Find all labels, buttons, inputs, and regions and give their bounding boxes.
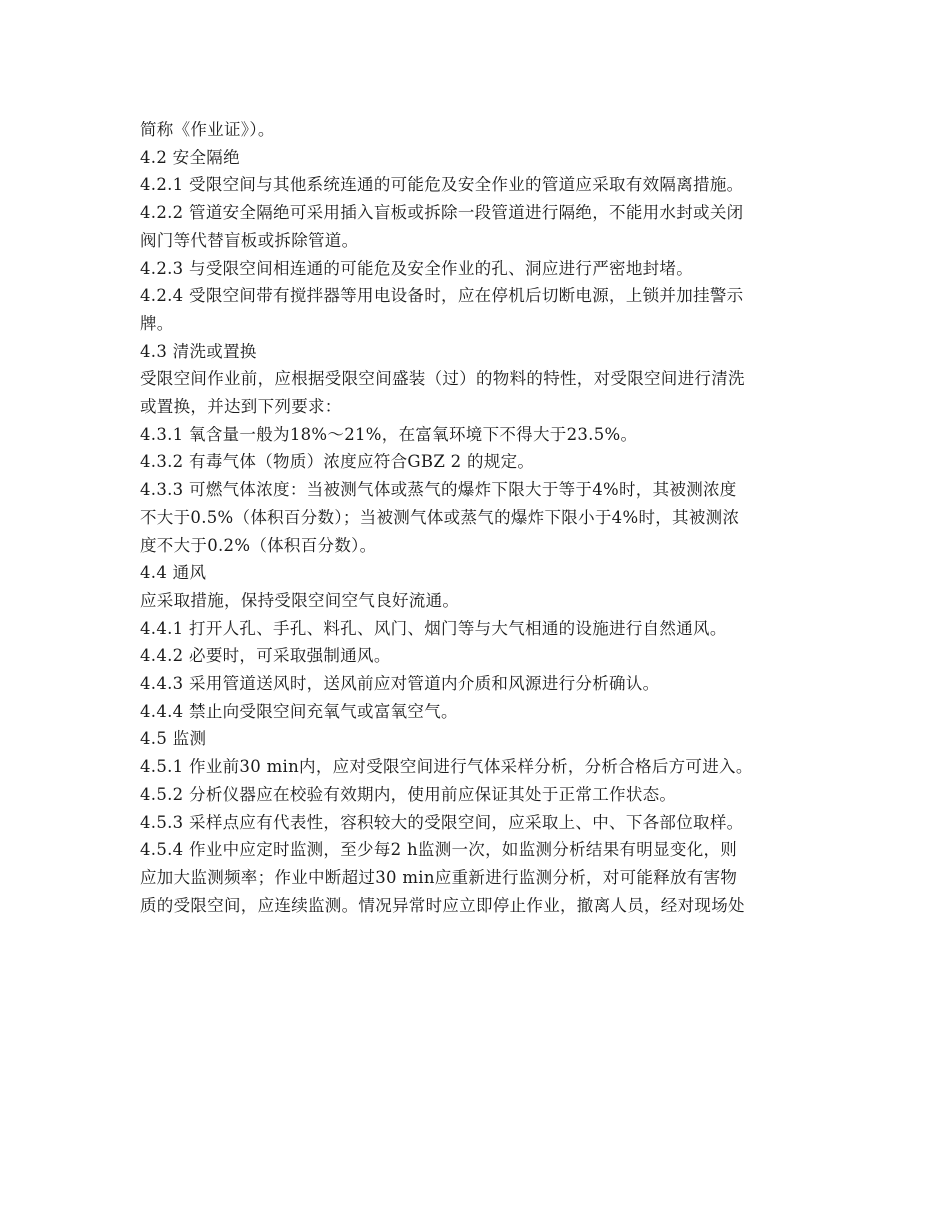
text-line: 4.3.3 可燃气体浓度：当被测气体或蒸气的爆炸下限大于等于4%时，其被测浓度 [140, 480, 737, 500]
text-line: 4.4.3 采用管道送风时，送风前应对管道内介质和风源进行分析确认。 [140, 674, 660, 694]
text-line: 4.5.1 作业前30 min内，应对受限空间进行气体采样分析，分析合格后方可进入。 [140, 757, 753, 777]
text-line: 阀门等代替盲板或拆除管道。 [140, 230, 359, 250]
text-line: 4.4.2 必要时，可采取强制通风。 [140, 646, 391, 666]
text-line: 4.3.1 氧含量一般为18%～21%，在富氧环境下不得大于23.5%。 [140, 424, 638, 444]
text-line: 4.4.4 禁止向受限空间充氧气或富氧空气。 [140, 701, 458, 721]
text-line: 4.5.3 采样点应有代表性，容积较大的受限空间，应采取上、中、下各部位取样。 [140, 812, 744, 832]
section-heading: 4.3 清洗或置换 [140, 341, 257, 361]
section-heading: 4.4 通风 [140, 563, 207, 583]
text-line: 简称《作业证》）。 [140, 120, 275, 139]
text-line: 应加大监测频率；作业中断超过30 min应重新进行监测分析，对可能释放有害物 [140, 867, 738, 887]
section-heading: 4.2 安全隔绝 [140, 147, 240, 167]
document-body [140, 116, 812, 919]
text-line: 应采取措施，保持受限空间空气良好流通。 [140, 590, 460, 610]
text-line: 4.2.3 与受限空间相连通的可能危及安全作业的孔、洞应进行严密地封堵。 [140, 258, 694, 278]
text-line: 4.2.2 管道安全隔绝可采用插入盲板或拆除一段管道进行隔绝，不能用水封或关闭 [140, 203, 744, 223]
text-line: 不大于0.5%（体积百分数）；当被测气体或蒸气的爆炸下限小于4%时，其被测浓 [140, 507, 740, 527]
text-line: 质的受限空间，应连续监测。情况异常时应立即停止作业，撤离人员，经对现场处 [140, 895, 745, 915]
text-line: 受限空间作业前，应根据受限空间盛装（过）的物料的特性，对受限空间进行清洗 [140, 369, 745, 389]
text-line: 4.5.2 分析仪器应在校验有效期内，使用前应保证其处于正常工作状态。 [140, 784, 677, 804]
text-line: 或置换，并达到下列要求： [140, 397, 342, 417]
text-line: 度不大于0.2%（体积百分数）。 [140, 535, 377, 555]
text-line: 4.2.1 受限空间与其他系统连通的可能危及安全作业的管道应采取有效隔离措施。 [140, 175, 744, 195]
text-line: 4.4.1 打开人孔、手孔、料孔、风门、烟门等与大气相通的设施进行自然通风。 [140, 618, 727, 638]
section-heading: 4.5 监测 [140, 729, 207, 749]
text-line: 4.2.4 受限空间带有搅拌器等用电设备时，应在停机后切断电源，上锁并加挂警示 [140, 286, 744, 306]
text-line: 牌。 [140, 313, 174, 333]
text-line: 4.5.4 作业中应定时监测，至少每2 h监测一次，如监测分析结果有明显变化，则 [140, 840, 738, 860]
text-line: 4.3.2 有毒气体（物质）浓度应符合GBZ 2 的规定。 [140, 452, 535, 472]
